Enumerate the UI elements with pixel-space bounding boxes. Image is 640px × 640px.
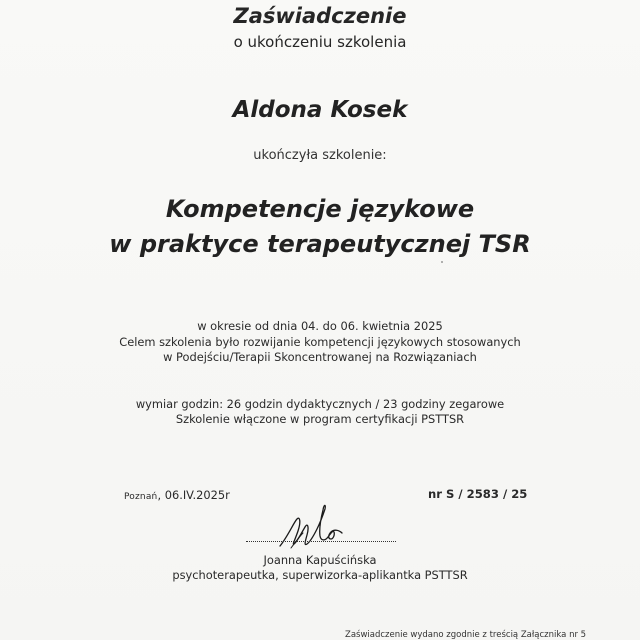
- scan-speck: [441, 261, 443, 263]
- training-goal-line-1: Celem szkolenia było rozwijanie kompetencji językowych stosowanych: [119, 335, 521, 349]
- certificate-number: nr S / 2583 / 25: [428, 487, 528, 501]
- signatory-name: Joanna Kapuścińska: [263, 553, 377, 567]
- recipient-name: Aldona Kosek: [232, 97, 408, 123]
- certificate-subtitle: o ukończeniu szkolenia: [233, 33, 407, 51]
- course-title-line-2: w praktyce terapeutycznej TSR: [109, 230, 531, 258]
- signature-line: [246, 541, 396, 542]
- footer-note: Zaświadczenie wydano zgodnie z treścią Załącznika nr 5: [345, 630, 587, 640]
- training-period: w okresie od dnia 04. do 06. kwietnia 2025: [197, 319, 443, 333]
- signatory-role: psychoterapeutka, superwizorka-aplikantka PSTTSR: [172, 568, 468, 582]
- place-and-date: [124, 488, 230, 502]
- training-goal-line-2: w Podejściu/Terapii Skoncentrowanej na Rozwiązaniach: [163, 350, 477, 364]
- certificate-title: Zaświadczenie: [233, 4, 407, 28]
- course-title-line-1: Kompetencje językowe: [165, 195, 475, 223]
- handwritten-signature: [270, 488, 360, 558]
- completed-text: ukończyła szkolenie:: [253, 148, 387, 163]
- certification-note: Szkolenie włączone w program certyfikacji PSTTSR: [175, 412, 465, 426]
- training-hours: wymiar godzin: 26 godzin dydaktycznych / 23 godziny zegarowe: [135, 397, 505, 411]
- issue-date: , 06.IV.2025r: [157, 488, 230, 502]
- place: Poznań: [124, 492, 158, 502]
